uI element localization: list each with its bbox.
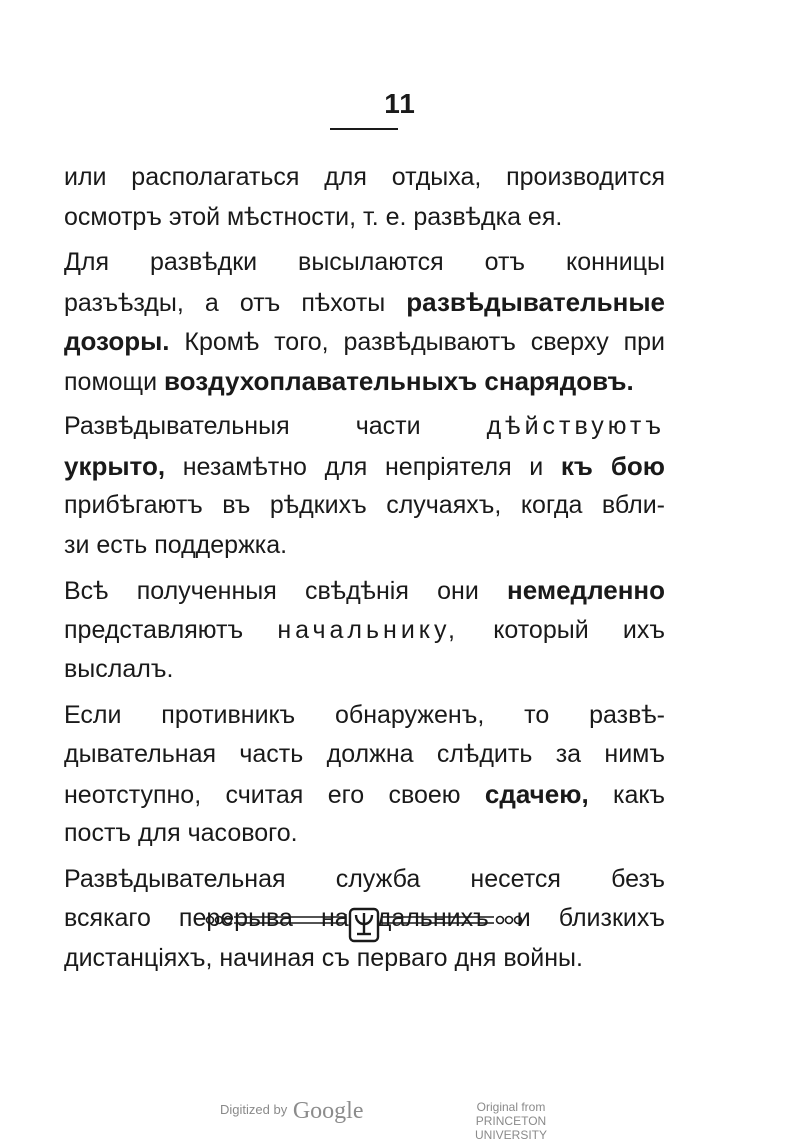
emphasis-text: немедленно [507, 575, 665, 605]
text-line [64, 407, 665, 447]
text-line [64, 814, 665, 854]
text-line [64, 283, 665, 323]
paragraph [64, 696, 665, 854]
text-line [64, 526, 665, 566]
text-segment: какъ [588, 780, 665, 809]
text-segment: постъ для часового. [64, 819, 298, 847]
emphasis-text: къ бою [560, 450, 665, 481]
text-line [64, 322, 665, 362]
emphasis-text: укрыто, [64, 450, 166, 481]
original-source-note [446, 1100, 576, 1142]
paragraph [64, 571, 665, 690]
text-line [64, 198, 665, 238]
text-segment: неотступно, считая его своею [64, 780, 485, 809]
text-line [64, 486, 665, 526]
page-number-underline [330, 128, 398, 130]
text-line [64, 696, 665, 736]
text-line [64, 611, 665, 651]
princeton-university-label: PRINCETON UNIVERSITY [474, 1114, 547, 1142]
spaced-text: начальнику, [277, 615, 459, 644]
text-line [64, 939, 665, 979]
text-line [64, 362, 665, 402]
text-segment: всякаго перерыва на дальнихъ и близкихъ [64, 904, 665, 932]
text-segment: помощи [64, 367, 165, 396]
text-segment: незамѣтно для непріятеля и [165, 452, 561, 481]
text-segment: Для развѣдки высылаются отъ конницы [64, 248, 665, 276]
text-segment: разъѣзды, а отъ пѣхоты [64, 288, 407, 317]
digitized-by-google-watermark [220, 1098, 363, 1125]
text-line [64, 860, 665, 900]
text-segment: Развѣдывательная служба несется безъ [64, 864, 665, 893]
text-line [64, 775, 665, 815]
text-segment: осмотръ этой мѣстности, т. е. развѣдка ея. [64, 202, 563, 231]
text-segment: выслалъ. [64, 655, 174, 683]
text-line [64, 447, 665, 487]
text-segment: или располагаться для отдыха, производится [64, 163, 665, 191]
text-line [64, 243, 665, 283]
emphasis-text: воздухоплавательныхъ снарядовъ. [164, 365, 634, 396]
emphasis-text: развѣдывательные [406, 286, 665, 317]
text-segment: дывательная часть должна слѣдить за нимъ [64, 740, 665, 768]
spaced-text: дѣйствуютъ [486, 412, 665, 440]
text-line [64, 650, 665, 690]
text-segment: зи есть поддержка. [64, 530, 288, 559]
text-line [64, 158, 665, 198]
original-from-label: Original from [476, 1100, 546, 1114]
text-segment: который ихъ [458, 615, 665, 644]
paragraph [64, 158, 665, 237]
page-number: 11 [384, 88, 416, 119]
decorative-rule-with-lyre-icon [204, 903, 524, 943]
paragraph [64, 243, 665, 401]
digitized-by-label: Digitized by [220, 1102, 288, 1117]
body-text [64, 158, 665, 978]
text-segment: прибѣгаютъ въ рѣдкихъ случаяхъ, когда вбли- [64, 491, 665, 519]
google-logo: Google [292, 1098, 364, 1124]
text-segment: Кромѣ того, развѣдываютъ сверху при [169, 328, 665, 356]
emphasis-text: дозоры. [64, 326, 170, 356]
text-line [64, 571, 665, 611]
text-segment: представляютъ [64, 615, 278, 644]
text-segment: дистанціяхъ, начиная съ перваго дня войны. [64, 943, 583, 972]
text-segment: Всѣ полученныя свѣдѣнія они [64, 577, 508, 605]
paragraph [64, 407, 665, 565]
text-segment: Развѣдывательныя части [64, 412, 487, 440]
text-segment: Если противникъ обнаруженъ, то развѣ- [64, 700, 665, 729]
emphasis-text: сдачею, [484, 778, 589, 809]
text-line [64, 735, 665, 775]
